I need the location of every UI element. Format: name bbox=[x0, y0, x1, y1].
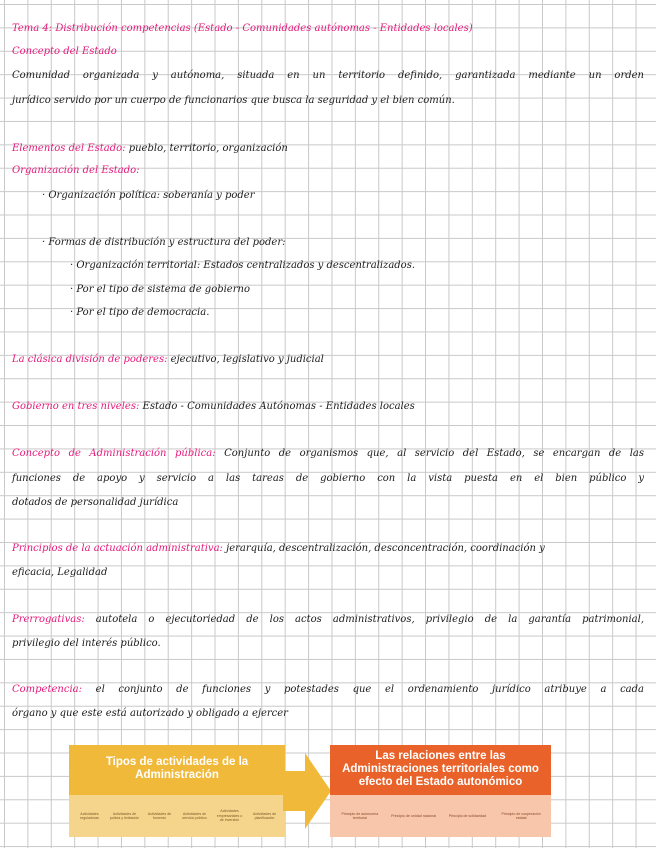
territorial-principle-item: Principio de unidad nacional bbox=[391, 813, 437, 818]
administracion-label: Concepto de Administración pública: bbox=[12, 448, 216, 459]
activity-type-item: Actividades de fomento bbox=[147, 811, 172, 820]
division-poderes-text: ejecutivo, legislativo y judicial bbox=[170, 354, 324, 365]
concepto-estado-line1: Comunidad organizada y autónoma, situada en un territorio definido, garantizada mediante un orden bbox=[12, 70, 644, 81]
administracion-line2: funciones de apoyo y servicio a las tareas de gobierno con la vista puesta en el bien público y bbox=[12, 473, 644, 484]
prerrogativas-text1: autotela o ejecutoriedad de los actos administrativos, privilegio de la garantía patrimonial, bbox=[95, 614, 644, 625]
organizacion-item-formas: · Formas de distribución y estructura del poder: bbox=[42, 237, 286, 248]
principios-line1 bbox=[12, 542, 644, 556]
division-poderes-label: La clásica división de poderes: bbox=[12, 354, 168, 365]
organizacion-sub-territorial: · Organización territorial: Estados centralizados y descentralizados. bbox=[70, 260, 416, 271]
administracion-text1: Conjunto de organismos que, al servicio del Estado, se encargan de las bbox=[224, 448, 645, 459]
principios-label: Principios de la actuación administrativa: bbox=[12, 543, 223, 554]
division-poderes-line bbox=[12, 353, 644, 367]
gobierno-niveles-line bbox=[12, 400, 644, 414]
organizacion-item-politica: · Organización política: soberanía y poder bbox=[42, 190, 255, 201]
territorial-principles-list bbox=[330, 795, 551, 837]
activity-types-title: Tipos de actividades de la Administración bbox=[69, 745, 285, 795]
gobierno-niveles-text: Estado - Comunidades Autónomas - Entidades locales bbox=[142, 401, 415, 412]
territorial-principle-item: Principio de autonomía territorial bbox=[341, 811, 379, 820]
competencia-label: Competencia: bbox=[12, 684, 82, 695]
activity-type-item: Actividades reguladoras bbox=[80, 811, 99, 820]
administracion-line1 bbox=[12, 447, 644, 461]
competencia-text1: el conjunto de funciones y potestades que el ordenamiento jurídico atribuye a cada bbox=[95, 684, 644, 695]
territorial-principle-item: Principio de solidaridad bbox=[448, 813, 486, 818]
activity-type-item: Actividades de servicio público bbox=[182, 811, 207, 820]
activity-types-box bbox=[69, 745, 285, 837]
administration-diagram bbox=[69, 745, 551, 837]
territorial-principle-item: Principio de cooperación estatal bbox=[501, 811, 541, 820]
prerrogativas-label: Prerrogativas: bbox=[12, 614, 85, 625]
organizacion-sub-gobierno: · Por el tipo de sistema de gobierno bbox=[70, 284, 250, 295]
territorial-relations-box bbox=[330, 745, 551, 837]
right-arrow-icon bbox=[283, 753, 331, 829]
concepto-estado-line2: jurídico servido por un cuerpo de funcionarios que busca la seguridad y el bien común. bbox=[12, 95, 455, 106]
elementos-label: Elementos del Estado: bbox=[12, 143, 126, 154]
prerrogativas-line1 bbox=[12, 613, 644, 627]
activity-types-list bbox=[69, 795, 285, 837]
activity-type-item: Actividades empresariales o de inversión bbox=[216, 809, 243, 823]
competencia-line1 bbox=[12, 683, 644, 697]
elementos-text: pueblo, territorio, organización bbox=[128, 143, 288, 154]
activity-type-item: Actividades de planificación bbox=[252, 811, 277, 820]
activity-type-item: Actividades de policía y limitación bbox=[109, 811, 140, 820]
concepto-estado-label: Concepto del Estado bbox=[12, 46, 117, 57]
administracion-line3: dotados de personalidad jurídica bbox=[12, 497, 179, 508]
principios-line2: eficacia, Legalidad bbox=[12, 567, 108, 578]
prerrogativas-line2: privilegio del interés público. bbox=[12, 638, 161, 649]
organizacion-label: Organización del Estado: bbox=[12, 165, 140, 176]
organizacion-sub-democracia: · Por el tipo de democracia. bbox=[70, 307, 210, 318]
elementos-line bbox=[12, 142, 644, 156]
gobierno-niveles-label: Gobierno en tres niveles: bbox=[12, 401, 140, 412]
page-title: Tema 4: Distribución competencias (Estado - Comunidades autónomas - Entidades locales) bbox=[12, 23, 473, 34]
competencia-line2: órgano y que este está autorizado y obligado a ejercer bbox=[12, 708, 288, 719]
territorial-relations-title: Las relaciones entre las Administraciones territoriales como efecto del Estado autonómico bbox=[330, 745, 551, 795]
principios-text1: jerarquía, descentralización, desconcentración, coordinación y bbox=[226, 543, 545, 554]
